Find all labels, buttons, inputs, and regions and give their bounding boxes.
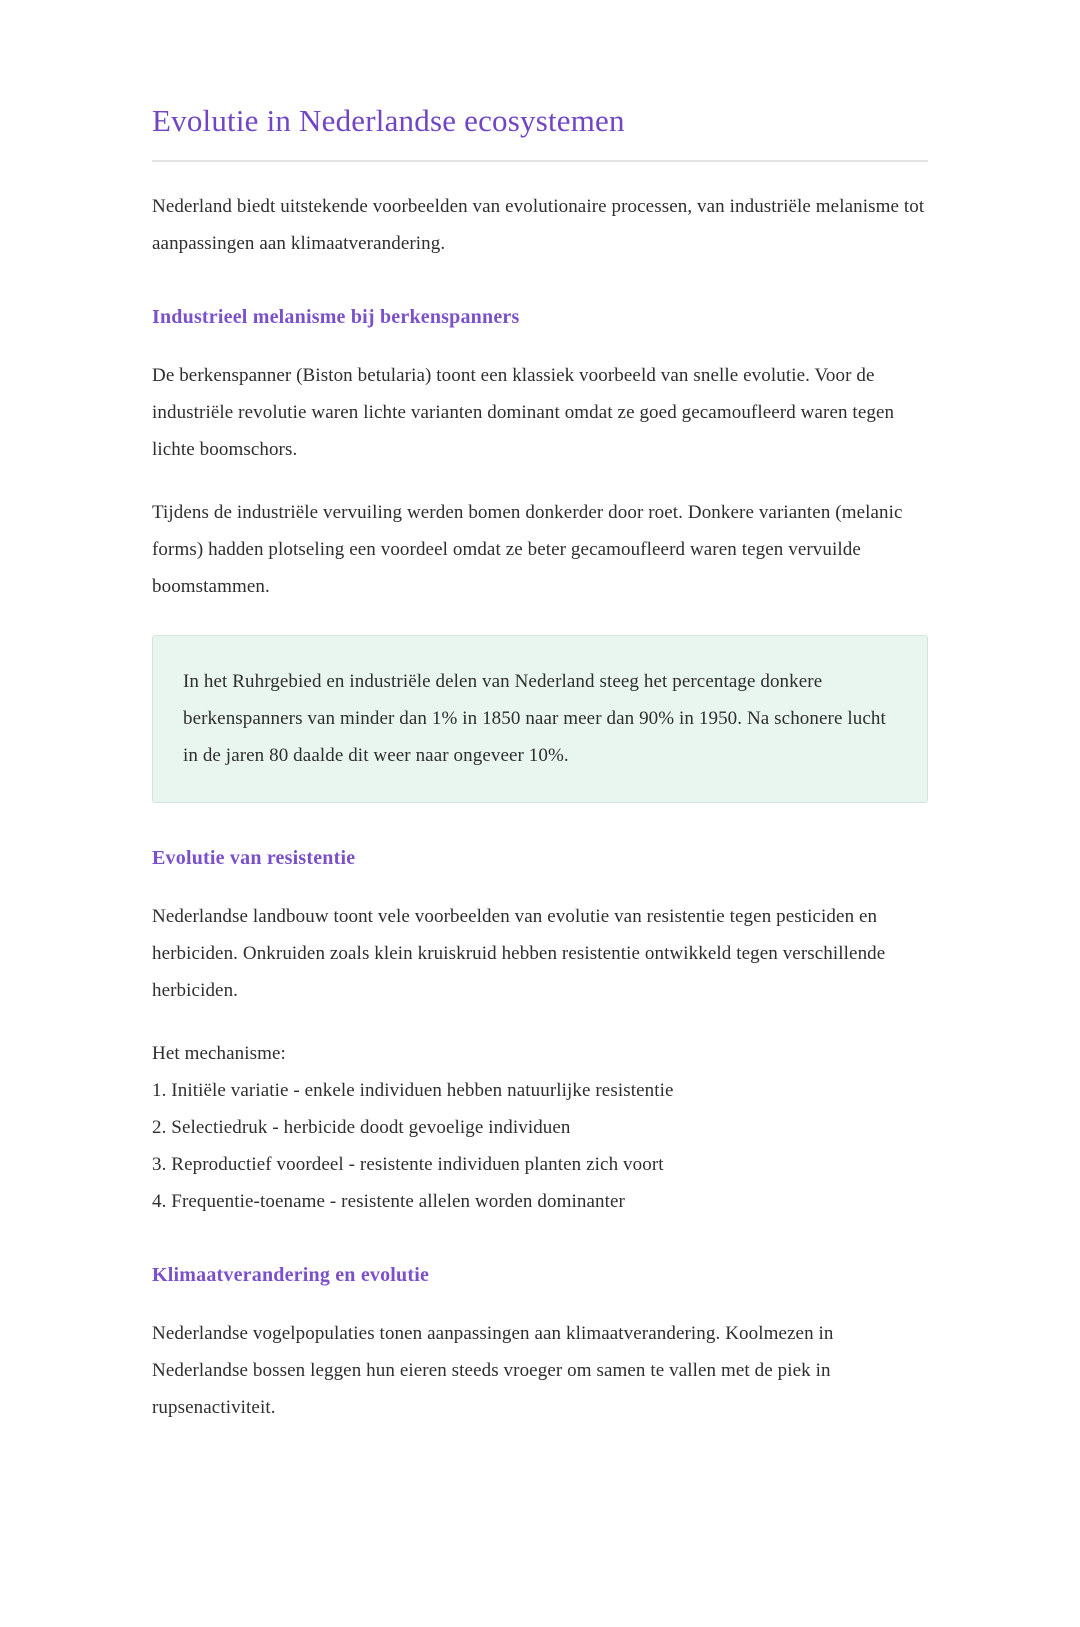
klimaat-paragraph-1: Nederlandse vogelpopulaties tonen aanpassingen aan klimaatverandering. Koolmezen in Nederlandse bossen leggen hun eieren steeds vroeger om samen te vallen met de piek in rupsenactiviteit. bbox=[152, 1323, 834, 1418]
section-heading-resistentie: Evolutie van resistentie bbox=[152, 847, 356, 869]
mechanism-item-3: 3. Reproductief voordeel - resistente individuen planten zich voort bbox=[152, 1154, 664, 1175]
intro-paragraph: Nederland biedt uitstekende voorbeelden van evolutionaire processen, van industriële melanisme tot aanpassingen aan klimaatverandering. bbox=[152, 196, 925, 254]
callout-text: In het Ruhrgebied en industriële delen van Nederland steeg het percentage donkere berkenspanners van minder dan 1% in 1850 naar meer dan 90% in 1950. Na schonere lucht in de jaren 80 daalde dit weer naar ongeveer 10%. bbox=[183, 671, 886, 766]
page-title: Evolutie in Nederlandse ecosystemen bbox=[152, 103, 625, 138]
resistentie-paragraph-1: Nederlandse landbouw toont vele voorbeelden van evolutie van resistentie tegen pesticiden en herbiciden. Onkruiden zoals klein kruiskruid hebben resistentie ontwikkeld tegen verschillende herbiciden. bbox=[152, 906, 886, 1001]
melanisme-paragraph-2: Tijdens de industriële vervuiling werden bomen donkerder door roet. Donkere varianten (melanic forms) hadden plotseling een voordeel omdat ze beter gecamoufleerd waren tegen vervuilde boomstammen. bbox=[152, 502, 903, 597]
document-page bbox=[0, 100, 1080, 1627]
mechanism-item-4: 4. Frequentie-toename - resistente allelen worden dominanter bbox=[152, 1191, 625, 1212]
mechanism-title: Het mechanisme: bbox=[152, 1043, 286, 1064]
melanisme-paragraph-1: De berkenspanner (Biston betularia) toont een klassiek voorbeeld van snelle evolutie. Voor de industriële revolutie waren lichte varianten dominant omdat ze goed gecamoufleerd waren tegen lichte boomschors. bbox=[152, 365, 895, 460]
title-divider bbox=[152, 160, 928, 162]
section-industrieel-melanisme bbox=[152, 304, 928, 803]
mechanism-item-1: 1. Initiële variatie - enkele individuen hebben natuurlijke resistentie bbox=[152, 1080, 674, 1101]
section-klimaatverandering bbox=[152, 1262, 928, 1426]
section-heading-melanisme: Industrieel melanisme bij berkenspanners bbox=[152, 306, 520, 328]
section-resistentie bbox=[152, 845, 928, 1220]
info-callout bbox=[152, 635, 928, 803]
document-content bbox=[152, 100, 928, 1426]
mechanism-list bbox=[152, 1035, 928, 1220]
mechanism-item-2: 2. Selectiedruk - herbicide doodt gevoelige individuen bbox=[152, 1117, 571, 1138]
section-heading-klimaat: Klimaatverandering en evolutie bbox=[152, 1264, 430, 1286]
